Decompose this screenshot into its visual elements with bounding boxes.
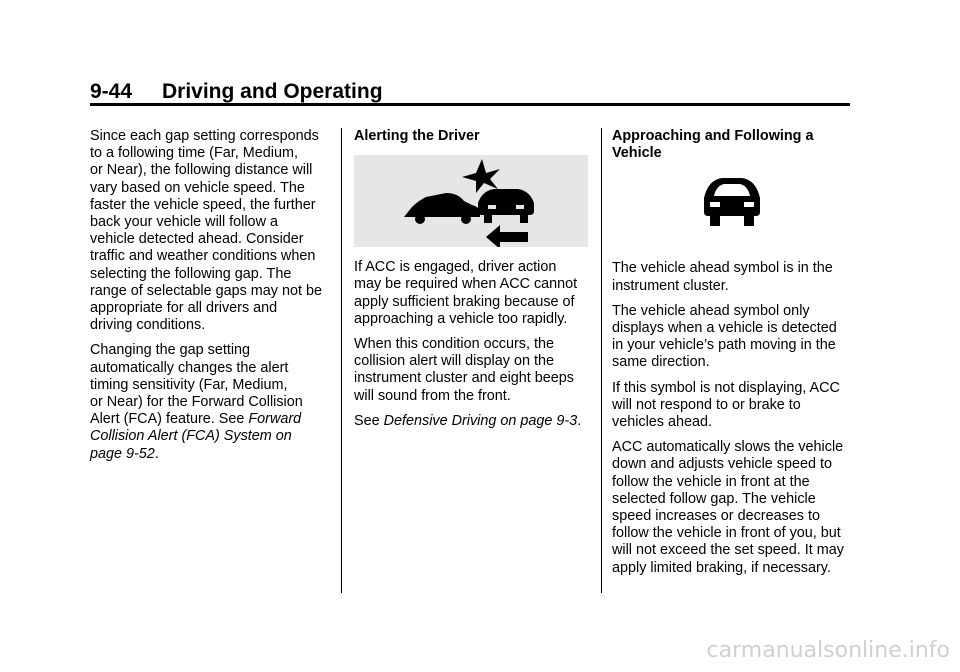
collision-alert-icon (354, 155, 588, 247)
vehicle-ahead-figure (612, 172, 852, 242)
cross-reference-link[interactable]: Defensive Driving on page 9-3 (383, 412, 578, 429)
starburst-icon (462, 159, 500, 193)
arrow-left-icon (486, 225, 528, 247)
column-divider (601, 128, 602, 593)
cross-reference-link[interactable]: Forward Collision Alert (FCA) System on page 9-52 (90, 411, 302, 462)
paragraph (90, 342, 334, 462)
paragraph-text: Changing the gap setting automatically changes the alert timing sensitivity (Far, Medium, or Near) for the Forward Collision Alert (FCA) feature. See (90, 342, 303, 428)
watermark: carmanualsonline.info (706, 638, 950, 663)
car-front-icon (478, 189, 534, 223)
paragraph-text: See (354, 412, 384, 429)
paragraph-end: . (154, 445, 159, 462)
subheading: Approaching and Following a Vehicle (612, 128, 814, 162)
paragraph: If this symbol is not displaying, ACC will not respond to or brake to vehicles ahead. (612, 379, 840, 431)
page-number: 9-44 (90, 80, 133, 103)
section-title: Driving and Operating (162, 80, 383, 103)
paragraph: If ACC is engaged, driver action may be required when ACC cannot apply sufficient braking because of approaching a vehicle too rapidly. (354, 259, 578, 327)
car-icon (404, 193, 480, 224)
paragraph: ACC automatically slows the vehicle down and adjusts vehicle speed to follow the vehicle in front at the selected follow gap. The vehicle speed increases or decreases to follow the vehicle in front of you, but will not exceed the set speed. It may apply limited braking, if necessary. (612, 439, 844, 576)
column-divider (341, 128, 342, 593)
subheading: Alerting the Driver (354, 128, 480, 144)
paragraph: The vehicle ahead symbol only displays when a vehicle is detected in your vehicle’s path moving in the same direction. (612, 302, 837, 371)
paragraph: Since each gap setting corresponds to a following time (Far, Medium, or Near), the following distance will vary based on vehicle speed. The faster the vehicle speed, the further back your vehicle will follow a vehicle detected ahead. Consider traffic and weather conditions when selecting the following gap. The range of selectable gaps may not be appropriate for all drivers and driving conditions. (90, 128, 322, 334)
column-2 (354, 128, 590, 438)
paragraph: The vehicle ahead symbol is in the instrument cluster. (612, 260, 833, 294)
paragraph-end: . (577, 412, 582, 429)
column-3 (612, 128, 852, 585)
paragraph: When this condition occurs, the collision alert will display on the instrument cluster and eight beeps will sound from the front. (354, 336, 574, 404)
collision-alert-figure (354, 155, 588, 247)
paragraph (354, 413, 590, 430)
header-rule (90, 103, 850, 106)
vehicle-ahead-icon (700, 172, 764, 228)
column-1 (90, 128, 334, 471)
